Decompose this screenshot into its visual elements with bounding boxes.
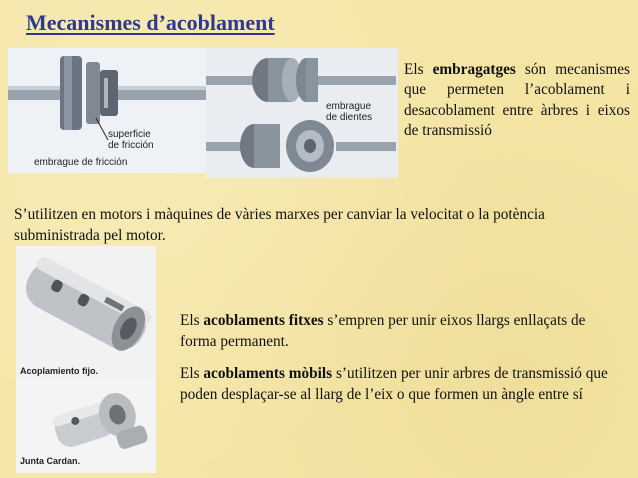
clutch-definition-paragraph: [404, 60, 630, 141]
fixed-couplings-paragraph: [180, 311, 620, 352]
mobile-couplings-paragraph: [180, 364, 620, 405]
fixed-suffix: s’empren per unir eixos llargs enllaçats de forma permanent.: [180, 312, 586, 350]
fixed-coupling-image: [16, 246, 156, 380]
clutch-usage-paragraph: S’utilitzen en motors i màquines de vàries marxes per canviar la velocitat o la potència subministrada pel motor.: [14, 206, 545, 245]
toothed-clutch-label: embrague de dientes: [326, 101, 373, 123]
friction-surface-label: superficie de fricción: [108, 129, 154, 151]
clutch-prefix: Els: [404, 61, 433, 78]
friction-clutch-illustration: [8, 48, 206, 173]
mobile-prefix: Els: [180, 365, 204, 382]
cardan-joint-image: [16, 378, 156, 473]
slide-title: Mecanismes d’acoblament: [26, 10, 275, 35]
mobile-term: acoblaments mòbils: [203, 365, 333, 382]
clutch-suffix: són mecanismes que permeten l’acoblament i desacoblament entre àrbres i eixos de transmissió: [404, 61, 630, 140]
toothed-clutch-image: [206, 48, 398, 178]
mobile-suffix: s’utilitzen per unir arbres de transmissió que poden desplaçar-se al llarg de l’eix o que formen un àngle entre sí: [180, 365, 608, 403]
friction-clutch-label: embrague de fricción: [34, 157, 128, 168]
clutch-term: embragatges: [432, 61, 516, 78]
fixed-prefix: Els: [180, 312, 204, 329]
fixed-coupling-caption: Acoplamiento fijo.: [20, 366, 99, 376]
fixed-term: acoblaments fitxes: [203, 312, 324, 329]
friction-clutch-image: [8, 48, 206, 173]
fixed-coupling-illustration: [16, 246, 156, 380]
cardan-joint-caption: Junta Cardan.: [20, 456, 81, 466]
